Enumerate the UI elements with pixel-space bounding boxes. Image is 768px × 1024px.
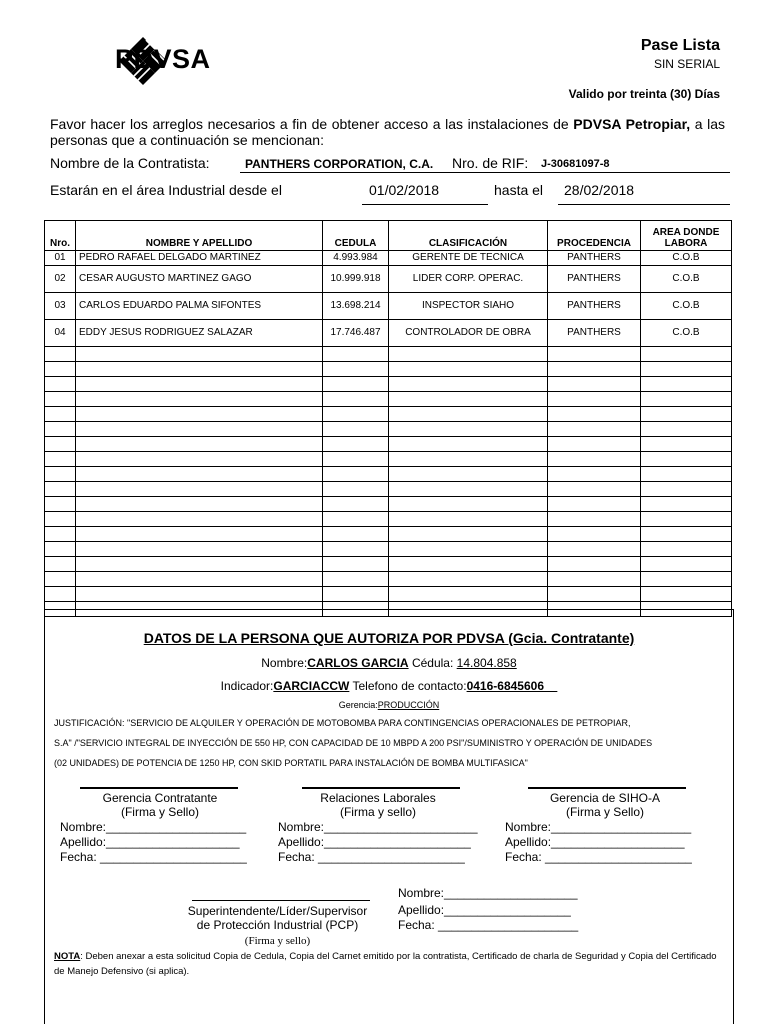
cell-empty xyxy=(641,527,732,542)
cell-empty xyxy=(323,422,389,437)
col-header-procedencia: PROCEDENCIA xyxy=(548,221,641,251)
table-row-empty xyxy=(45,497,732,512)
table-row-empty xyxy=(45,452,732,467)
validity-notice: Valido por treinta (30) Días xyxy=(568,87,720,101)
cell-empty xyxy=(45,362,76,377)
table-row-empty xyxy=(45,527,732,542)
cell-name: CARLOS EDUARDO PALMA SIFONTES xyxy=(76,293,323,320)
signature-relaciones-sub: (Firma y sello) xyxy=(339,805,416,819)
cell-empty xyxy=(548,377,641,392)
apellido-label: Apellido: xyxy=(398,903,445,917)
signature-pcp-title-1: Superintendente/Líder/Supervisor xyxy=(187,904,368,918)
cell-empty xyxy=(76,572,323,587)
cell-empty xyxy=(323,467,389,482)
cell-empty xyxy=(641,362,732,377)
cell-empty xyxy=(76,347,323,362)
cell-empty xyxy=(641,407,732,422)
cell-empty xyxy=(548,422,641,437)
cell-empty xyxy=(389,572,548,587)
authorization-title: DATOS DE LA PERSONA QUE AUTORIZA POR PDVSA (Gcia. Contratante) xyxy=(143,630,635,646)
signature-line-siho xyxy=(528,787,686,789)
signature-siho-apellido: Apellido:____________________ xyxy=(505,835,685,849)
cell-empty xyxy=(641,542,732,557)
apellido-label: Apellido: xyxy=(278,835,325,849)
cell-empty xyxy=(641,587,732,602)
table-row-empty xyxy=(45,542,732,557)
cell-clasificacion: GERENTE DE TECNICA xyxy=(389,251,548,266)
brand-name: PDVSA xyxy=(115,44,211,74)
period-to-underline xyxy=(558,204,730,205)
cell-empty xyxy=(76,437,323,452)
period-from-underline xyxy=(362,204,488,205)
signature-pcp-nombre: Nombre:____________________ xyxy=(398,886,578,900)
cell-empty xyxy=(45,557,76,572)
authorizer-phone: 0416-6845606 xyxy=(466,679,544,693)
cell-empty xyxy=(389,422,548,437)
table-row-empty xyxy=(45,467,732,482)
period-to: 28/02/2018 xyxy=(564,182,635,198)
cell-empty xyxy=(45,377,76,392)
table-row-empty xyxy=(45,512,732,527)
cell-empty xyxy=(323,437,389,452)
cell-empty xyxy=(641,467,732,482)
justification-text xyxy=(54,713,734,773)
cell-empty xyxy=(641,377,732,392)
table-row-empty xyxy=(45,587,732,602)
cell-empty xyxy=(641,422,732,437)
signature-pcp-apellido: Apellido:___________________ xyxy=(398,903,571,917)
cell-clasificacion: CONTROLADOR DE OBRA xyxy=(389,320,548,347)
cell-empty xyxy=(389,467,548,482)
cell-empty xyxy=(641,572,732,587)
cell-empty xyxy=(76,452,323,467)
cell-empty xyxy=(548,467,641,482)
signature-siho-fecha: Fecha: ______________________ xyxy=(505,850,692,864)
cell-nro: 03 xyxy=(45,293,76,320)
people-table xyxy=(44,220,732,617)
rif-value: J-30681097-8 xyxy=(541,158,610,170)
cell-empty xyxy=(548,437,641,452)
note-paragraph xyxy=(54,949,729,979)
nombre-label: Nombre: xyxy=(505,820,552,834)
cedula-label: Cédula: xyxy=(411,656,454,670)
cell-name: PEDRO RAFAEL DELGADO MARTINEZ xyxy=(76,251,323,266)
signature-siho-sub: (Firma y Sello) xyxy=(565,805,644,819)
intro-paragraph xyxy=(50,116,725,148)
cell-empty xyxy=(323,527,389,542)
cell-empty xyxy=(389,392,548,407)
contractor-label: Nombre de la Contratista: xyxy=(50,155,210,171)
cell-empty xyxy=(45,587,76,602)
fecha-label: Fecha: xyxy=(505,850,542,864)
signature-relaciones-fecha: Fecha: ______________________ xyxy=(278,850,465,864)
cell-name: EDDY JESUS RODRIGUEZ SALAZAR xyxy=(76,320,323,347)
intro-text-a: Favor hacer los arreglos necesarios a fin de obtener acceso a las instalaciones de xyxy=(50,116,574,132)
cell-procedencia: PANTHERS xyxy=(548,266,641,293)
cell-empty xyxy=(76,497,323,512)
table-row-empty xyxy=(45,557,732,572)
cell-empty xyxy=(45,572,76,587)
table-row-empty xyxy=(45,347,732,362)
cell-area: C.O.B xyxy=(641,251,732,266)
cell-empty xyxy=(45,407,76,422)
signature-line-relaciones xyxy=(302,787,460,789)
cell-empty xyxy=(389,452,548,467)
cell-empty xyxy=(76,587,323,602)
cell-empty xyxy=(76,512,323,527)
fecha-label: Fecha: xyxy=(398,918,435,932)
cell-empty xyxy=(45,422,76,437)
cell-empty xyxy=(45,452,76,467)
table-row-empty xyxy=(45,407,732,422)
table-row-empty xyxy=(45,377,732,392)
cell-empty xyxy=(641,347,732,362)
cell-empty xyxy=(76,527,323,542)
table-row-empty xyxy=(45,392,732,407)
signature-pcp-title-2: de Protección Industrial (PCP) xyxy=(196,918,359,932)
apellido-label: Apellido: xyxy=(60,835,107,849)
name-label: Nombre: xyxy=(261,656,308,670)
cell-empty xyxy=(641,392,732,407)
cell-cedula: 17.746.487 xyxy=(323,320,389,347)
signature-pcp-fecha: Fecha: _____________________ xyxy=(398,918,579,932)
col-header-clasificacion: CLASIFICACIÓN xyxy=(389,221,548,251)
table-row xyxy=(45,266,732,293)
cell-empty xyxy=(548,542,641,557)
cell-empty xyxy=(323,377,389,392)
signature-relaciones-nombre: Nombre:_______________________ xyxy=(278,820,478,834)
cell-empty xyxy=(323,497,389,512)
contractor-underline xyxy=(240,172,730,173)
cell-name: CESAR AUGUSTO MARTINEZ GAGO xyxy=(76,266,323,293)
cell-empty xyxy=(45,482,76,497)
cell-empty xyxy=(389,542,548,557)
cell-empty xyxy=(548,407,641,422)
cell-empty xyxy=(641,437,732,452)
cell-empty xyxy=(45,392,76,407)
form-serial: SIN SERIAL xyxy=(653,57,720,71)
cell-area: C.O.B xyxy=(641,320,732,347)
cell-cedula: 4.993.984 xyxy=(323,251,389,266)
period-until-label: hasta el xyxy=(494,182,544,198)
signature-relaciones-apellido: Apellido:______________________ xyxy=(278,835,471,849)
cell-empty xyxy=(548,392,641,407)
justification-line-3: (02 UNIDADES) DE POTENCIA DE 1250 HP, CON SKID PORTATIL PARA INSTALACIÓN DE BOMBA MULTIFASICA" xyxy=(54,758,528,768)
cell-empty xyxy=(323,347,389,362)
cell-empty xyxy=(45,512,76,527)
intro-company: PDVSA Petropiar, xyxy=(573,116,691,132)
cell-area: C.O.B xyxy=(641,266,732,293)
signature-contratante-nombre: Nombre:_____________________ xyxy=(60,820,247,834)
contractor-name: PANTHERS CORPORATION, C.A. xyxy=(245,157,434,171)
cell-empty xyxy=(323,452,389,467)
rif-label: Nro. de RIF: xyxy=(452,155,529,171)
justification-line-1: JUSTIFICACIÓN: "SERVICIO DE ALQUILER Y OPERACIÓN DE MOTOBOMBA PARA CONTINGENCIAS OPERACIONALES DE PETROPIAR, xyxy=(54,718,631,728)
cell-nro: 04 xyxy=(45,320,76,347)
cell-empty xyxy=(389,407,548,422)
cell-clasificacion: INSPECTOR SIAHO xyxy=(389,293,548,320)
management-row xyxy=(44,700,734,710)
authorizer-cedula: 14.804.858 xyxy=(456,656,517,670)
signature-contratante-sub: (Firma y Sello) xyxy=(120,805,199,819)
cell-empty xyxy=(76,482,323,497)
phone-label: Telefono de contacto: xyxy=(352,679,467,693)
table-row xyxy=(45,320,732,347)
cell-empty xyxy=(76,362,323,377)
cell-procedencia: PANTHERS xyxy=(548,320,641,347)
cell-empty xyxy=(76,407,323,422)
cell-nro: 01 xyxy=(45,251,76,266)
cell-empty xyxy=(548,497,641,512)
cell-empty xyxy=(323,587,389,602)
table-header-row xyxy=(45,221,732,251)
cell-empty xyxy=(548,572,641,587)
cell-empty xyxy=(323,542,389,557)
signature-pcp-sub: (Firma y sello) xyxy=(244,935,311,947)
cell-cedula: 13.698.214 xyxy=(323,293,389,320)
cell-clasificacion: LIDER CORP. OPERAC. xyxy=(389,266,548,293)
cell-nro: 02 xyxy=(45,266,76,293)
cell-empty xyxy=(323,572,389,587)
table-row-empty xyxy=(45,362,732,377)
cell-area: C.O.B xyxy=(641,293,732,320)
cell-empty xyxy=(76,422,323,437)
cell-empty xyxy=(76,392,323,407)
cell-empty xyxy=(548,527,641,542)
cell-empty xyxy=(389,377,548,392)
cell-empty xyxy=(548,512,641,527)
fecha-label: Fecha: xyxy=(60,850,97,864)
cell-empty xyxy=(548,347,641,362)
note-label: NOTA xyxy=(54,951,81,962)
cell-empty xyxy=(323,392,389,407)
cell-empty xyxy=(389,512,548,527)
table-row-empty xyxy=(45,422,732,437)
nombre-label: Nombre: xyxy=(60,820,107,834)
cell-empty xyxy=(389,587,548,602)
signature-contratante-apellido: Apellido:____________________ xyxy=(60,835,240,849)
col-header-cedula: CEDULA xyxy=(323,221,389,251)
cell-empty xyxy=(76,467,323,482)
authorizer-contact-row xyxy=(44,679,734,693)
management-value: PRODUCCIÓN xyxy=(377,700,440,710)
cell-empty xyxy=(389,347,548,362)
cell-empty xyxy=(45,527,76,542)
period-from: 01/02/2018 xyxy=(369,182,440,198)
cell-empty xyxy=(45,497,76,512)
signature-siho-nombre: Nombre:_____________________ xyxy=(505,820,692,834)
justification-line-2: S.A" /"SERVICIO INTEGRAL DE INYECCIÓN DE 550 HP, CON CAPACIDAD DE 10 MBPD A 200 PSI"/SUMINISTRO Y OPERACIÓN DE UNIDADES xyxy=(54,738,653,748)
col-header-area: AREA DONDE LABORA xyxy=(641,221,732,251)
authorizer-name: CARLOS GARCIA xyxy=(307,656,409,670)
table-row-empty xyxy=(45,482,732,497)
signature-line-contratante xyxy=(80,787,238,789)
signature-line-pcp xyxy=(192,900,370,901)
cell-empty xyxy=(548,587,641,602)
fecha-label: Fecha: xyxy=(278,850,315,864)
cell-cedula: 10.999.918 xyxy=(323,266,389,293)
cell-empty xyxy=(389,362,548,377)
cell-empty xyxy=(389,437,548,452)
cell-procedencia: PANTHERS xyxy=(548,293,641,320)
cell-empty xyxy=(389,557,548,572)
cell-procedencia: PANTHERS xyxy=(548,251,641,266)
cell-empty xyxy=(323,482,389,497)
cell-empty xyxy=(323,557,389,572)
cell-empty xyxy=(641,482,732,497)
cell-empty xyxy=(389,482,548,497)
cell-empty xyxy=(45,437,76,452)
nombre-label: Nombre: xyxy=(398,886,445,900)
cell-empty xyxy=(45,467,76,482)
cell-empty xyxy=(323,407,389,422)
cell-empty xyxy=(641,557,732,572)
cell-empty xyxy=(76,557,323,572)
cell-empty xyxy=(641,452,732,467)
cell-empty xyxy=(45,347,76,362)
indicator-label: Indicador: xyxy=(220,679,274,693)
authorizer-name-row xyxy=(44,656,734,670)
cell-empty xyxy=(76,377,323,392)
cell-empty xyxy=(45,542,76,557)
form-title: Pase Lista xyxy=(640,37,720,54)
cell-empty xyxy=(548,482,641,497)
apellido-label: Apellido: xyxy=(505,835,552,849)
cell-empty xyxy=(641,512,732,527)
management-label: Gerencia: xyxy=(338,700,378,710)
table-row-empty xyxy=(45,572,732,587)
cell-empty xyxy=(323,362,389,377)
col-header-nro: Nro. xyxy=(45,221,76,251)
cell-empty xyxy=(389,497,548,512)
cell-empty xyxy=(548,452,641,467)
signature-contratante-fecha: Fecha: ______________________ xyxy=(60,850,247,864)
cell-empty xyxy=(548,362,641,377)
authorizer-indicator: GARCIACCW xyxy=(273,679,350,693)
table-row-empty xyxy=(45,437,732,452)
cell-empty xyxy=(548,557,641,572)
cell-empty xyxy=(641,497,732,512)
signature-relaciones-title: Relaciones Laborales xyxy=(320,791,436,805)
nombre-label: Nombre: xyxy=(278,820,325,834)
intro-text-b: a las personas que a continuación se mencionan: xyxy=(50,116,725,148)
period-label: Estarán en el área Industrial desde el xyxy=(50,182,282,198)
signature-siho-title: Gerencia de SIHO-A xyxy=(549,791,661,805)
col-header-name: NOMBRE Y APELLIDO xyxy=(76,221,323,251)
signature-contratante-title: Gerencia Contratante xyxy=(102,791,218,805)
cell-empty xyxy=(389,527,548,542)
table-row xyxy=(45,251,732,266)
cell-empty xyxy=(323,512,389,527)
note-text: : Deben anexar a esta solicitud Copia de Cedula, Copia del Carnet emitido por la contratista, Certificado de charla de Seguridad y Copia del Certificado de Manejo Defensivo (si aplica). xyxy=(54,951,717,977)
table-row xyxy=(45,293,732,320)
cell-empty xyxy=(76,542,323,557)
